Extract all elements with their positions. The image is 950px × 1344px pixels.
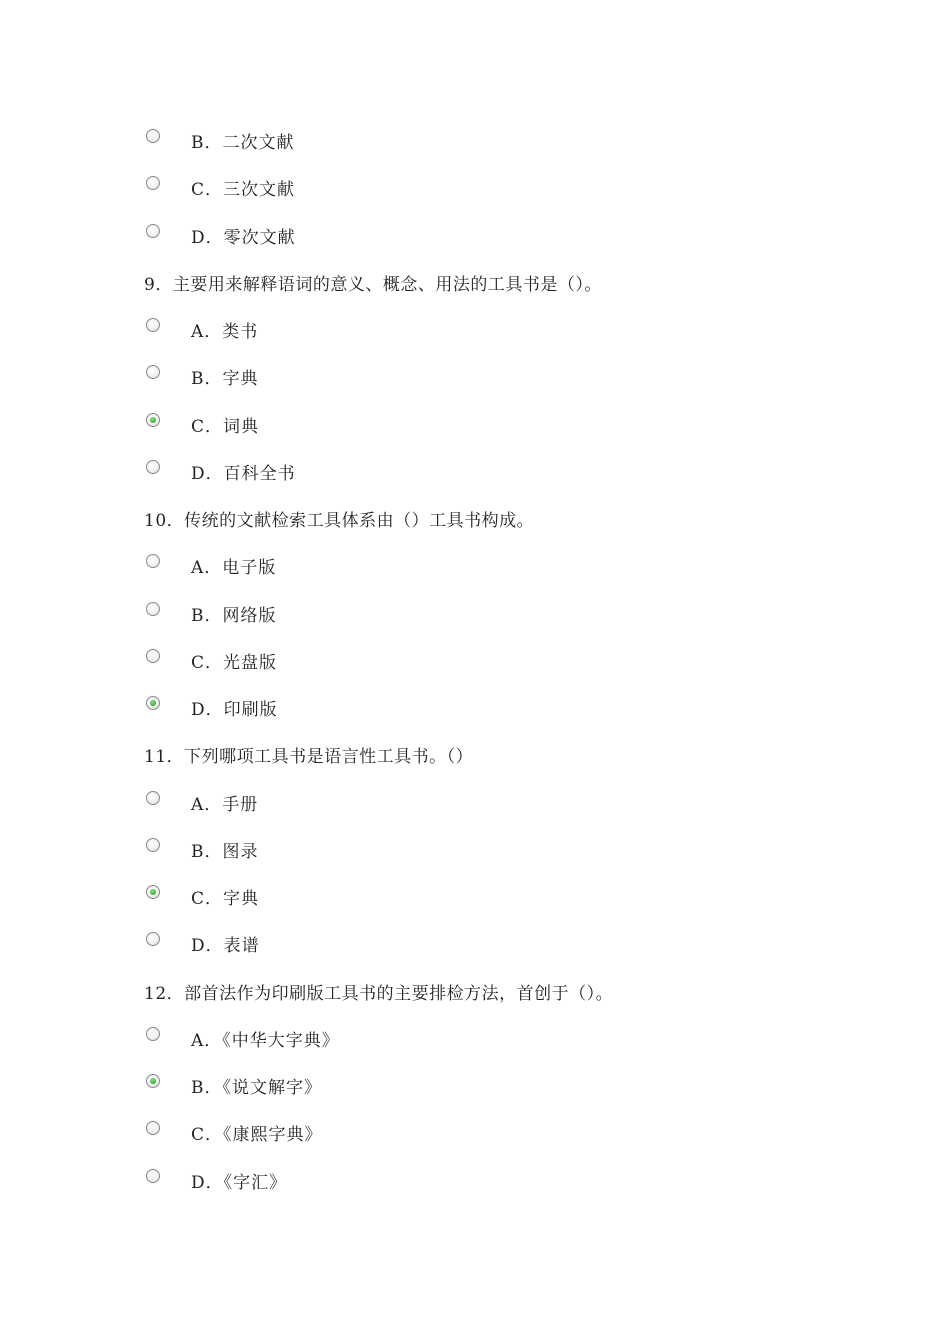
radio-button[interactable] [146, 129, 160, 143]
answer-option[interactable] [0, 691, 950, 721]
option-label: C．字典 [191, 889, 260, 909]
radio-button-selected[interactable] [146, 1074, 160, 1088]
answer-option[interactable] [0, 171, 950, 201]
radio-button[interactable] [146, 1121, 160, 1135]
question-row [0, 975, 950, 1005]
question-text: 12．部首法作为印刷版工具书的主要排检方法，首创于（）。 [144, 983, 614, 1004]
radio-button[interactable] [146, 932, 160, 946]
radio-button[interactable] [146, 176, 160, 190]
option-label: A．电子版 [191, 558, 277, 579]
radio-button[interactable] [146, 318, 160, 332]
answer-option[interactable] [0, 786, 950, 816]
option-label: A．手册 [191, 794, 259, 815]
question-text: 10．传统的文献检索工具体系由（）工具书构成。 [144, 511, 535, 531]
radio-button[interactable] [146, 838, 160, 852]
radio-button-selected[interactable] [146, 885, 160, 899]
option-label: C．光盘版 [191, 652, 278, 673]
answer-option[interactable] [0, 124, 950, 154]
radio-button[interactable] [146, 1027, 160, 1041]
answer-option[interactable] [0, 597, 950, 627]
answer-option[interactable] [0, 880, 950, 910]
option-label: B．字典 [191, 369, 259, 390]
option-label: B．图录 [191, 841, 259, 862]
option-label: D．印刷版 [191, 700, 278, 720]
answer-option[interactable] [0, 833, 950, 863]
option-label: B．二次文献 [191, 133, 295, 153]
radio-button[interactable] [146, 224, 160, 238]
option-label: D．《字汇》 [191, 1172, 288, 1193]
answer-option[interactable] [0, 1164, 950, 1194]
question-row [0, 502, 950, 532]
question-text: 9．主要用来解释语词的意义、概念、用法的工具书是（）。 [144, 274, 602, 295]
answer-option[interactable] [0, 1116, 950, 1146]
answer-option[interactable] [0, 313, 950, 343]
option-label: C．《康熙字典》 [191, 1125, 323, 1146]
question-row [0, 738, 950, 768]
option-label: D．表谱 [191, 936, 260, 957]
radio-button[interactable] [146, 791, 160, 805]
answer-option[interactable] [0, 549, 950, 579]
radio-button[interactable] [146, 365, 160, 379]
option-label: C．词典 [191, 416, 260, 437]
question-row [0, 266, 950, 296]
question-text: 11．下列哪项工具书是语言性工具书。（） [144, 747, 474, 768]
radio-button[interactable] [146, 460, 160, 474]
option-label: D．百科全书 [191, 463, 296, 484]
option-label: D．零次文献 [191, 227, 296, 248]
answer-option[interactable] [0, 408, 950, 438]
radio-button[interactable] [146, 649, 160, 663]
option-label: C．三次文献 [191, 180, 296, 201]
option-label: B．《说文解字》 [191, 1078, 322, 1098]
answer-option[interactable] [0, 927, 950, 957]
answer-option[interactable] [0, 219, 950, 249]
answer-option[interactable] [0, 455, 950, 485]
radio-button[interactable] [146, 1169, 160, 1183]
answer-option[interactable] [0, 360, 950, 390]
radio-button-selected[interactable] [146, 696, 160, 710]
answer-option[interactable] [0, 644, 950, 674]
option-label: B．网络版 [191, 605, 277, 626]
radio-button[interactable] [146, 554, 160, 568]
answer-option[interactable] [0, 1069, 950, 1099]
radio-button-selected[interactable] [146, 413, 160, 427]
answer-option[interactable] [0, 1022, 950, 1052]
option-label: A．《中华大字典》 [191, 1030, 340, 1051]
radio-button[interactable] [146, 602, 160, 616]
option-label: A．类书 [191, 322, 259, 342]
